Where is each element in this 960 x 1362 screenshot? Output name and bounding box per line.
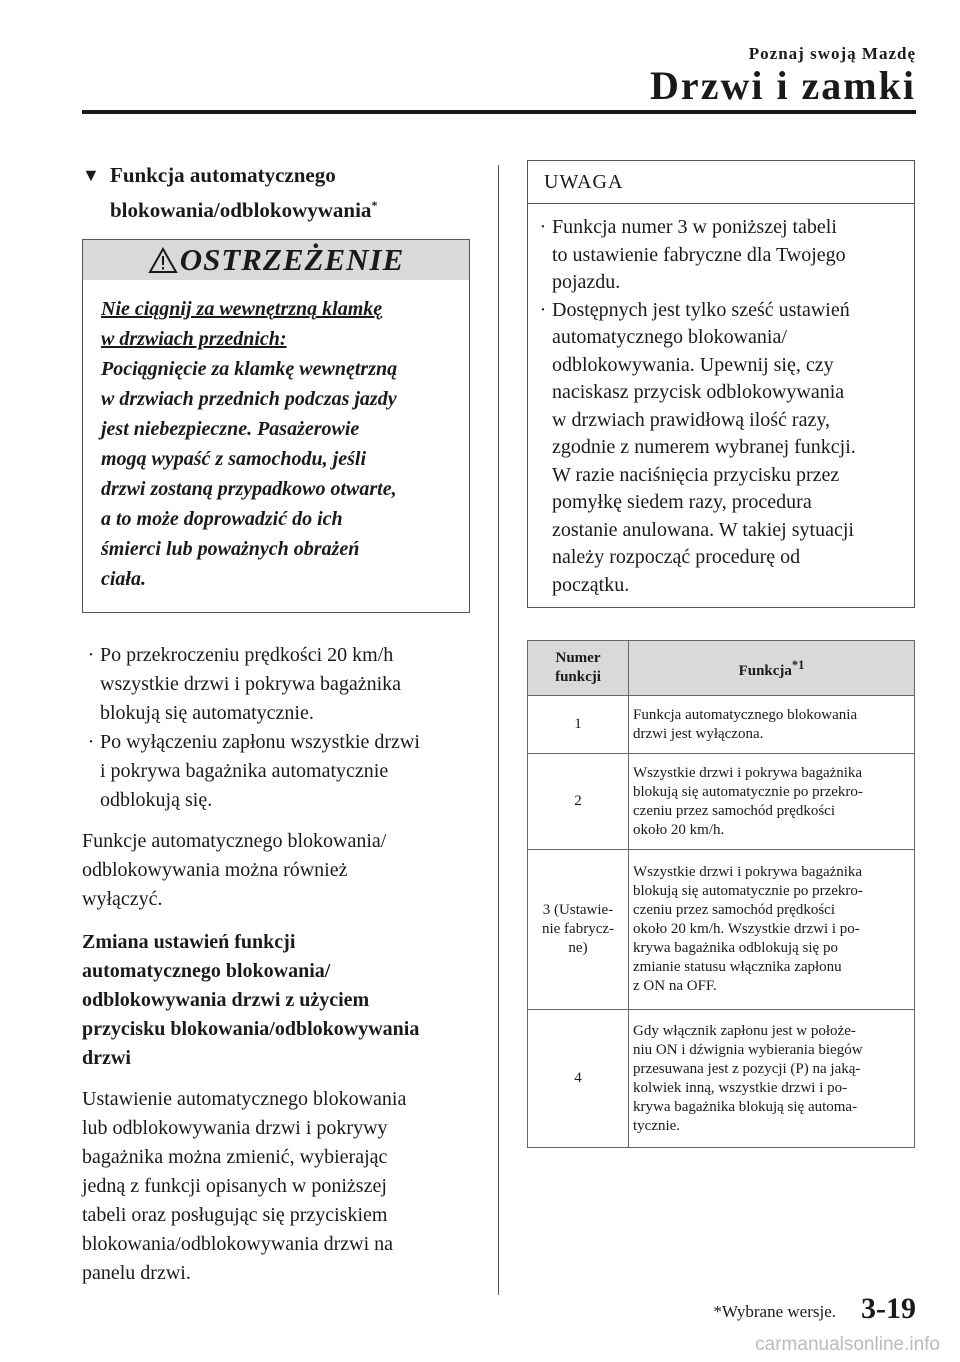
cell-line: 2 [574,793,582,809]
paragraph-instructions [82,1085,470,1288]
warning-triangle-icon [148,247,178,274]
warning-lead-line: Nie ciągnij za wewnętrzną klamkę [101,298,383,320]
cell-line: przesuwana jest z pozycji (P) na jaką- [633,1060,861,1077]
note-line: pojazdu. [552,271,621,293]
footnote: *Wybrane wersje. [713,1302,836,1321]
cell-line: około 20 km/h. Wszystkie drzwi i po- [633,921,860,937]
cell-line: Wszystkie drzwi i pokrywa bagażnika [633,864,863,880]
optional-marker: * [371,198,378,212]
note-box [527,160,915,608]
cell-line: krywa bagażnika odblokują się po [633,940,838,956]
note-line: to ustawienie fabryczne dla Twojego [552,243,846,266]
bullet-icon: · [87,731,95,753]
table-header-function [629,641,915,696]
paragraph-line: panelu drzwi. [82,1262,191,1284]
bullet-icon: · [87,644,95,666]
warning-text-line: w drzwiach przednich podczas jazdy [101,388,397,410]
paragraph-line: Funkcje automatycznego blokowania/ [82,830,387,852]
list-item-line: i pokrywa bagażnika automatycznie [100,760,389,782]
cell-line: nie fabrycz- [541,921,615,937]
function-table [527,640,915,1148]
cell-line: blokują się automatycznie po przekro- [633,883,863,899]
list-item-line: odblokują się. [100,789,213,811]
subheading-line: automatycznego blokowania/ [82,960,331,982]
paragraph-line: odblokowywania można również [82,859,348,881]
table-cell-number [528,1010,629,1148]
list-item [534,297,902,600]
watermark: carmanualsonline.info [755,1334,940,1355]
note-line: w drzwiach prawidłową ilość razy, [552,408,831,431]
paragraph-line: tabeli oraz posługując się przyciskiem [82,1204,388,1226]
header-line: funkcji [555,669,601,685]
note-line: zgodnie z numerem wybranej funkcji. [552,436,856,458]
note-line: naciskasz przycisk odblokowywania [552,381,845,403]
warning-text-line: Pociągnięcie za klamkę wewnętrzną [101,358,398,380]
triangle-marker-icon: ▼ [82,165,100,185]
table-header-number [528,641,629,696]
warning-text-line: śmierci lub poważnych obrażeń [101,538,360,560]
cell-line: drzwi jest wyłączona. [633,725,764,742]
list-item [82,641,470,728]
table-cell-function [629,754,915,850]
paragraph-line: blokowania/odblokowywania drzwi na [82,1233,394,1255]
note-line: początku. [552,573,630,596]
cell-line: czeniu przez samochód prędkości [633,802,835,819]
cell-line: Funkcja automatycznego blokowania [633,706,858,723]
chapter-label: Poznaj swoją Mazdę [748,44,916,63]
note-title: UWAGA [528,161,914,204]
table-row [528,850,915,1010]
list-item-line: Po wyłączeniu zapłonu wszystkie drzwi [100,731,420,753]
subheading-line: drzwi [82,1047,131,1069]
left-column [82,160,470,1288]
cell-line: z ON na OFF. [633,978,717,994]
warning-text-line: drzwi zostaną przypadkowo otwarte, [101,478,397,500]
warning-text-line: jest niebezpieczne. Pasażerowie [101,418,360,440]
cell-line: czeniu przez samochód prędkości [633,902,835,918]
paragraph-disable [82,827,470,914]
paragraph-line: jedną z funkcji opisanych w poniższej [82,1175,387,1197]
table-header-row [528,641,915,696]
column-divider [498,165,499,1295]
cell-line: około 20 km/h. [633,821,725,838]
note-line: odblokowywania. Upewnij się, czy [552,353,834,376]
note-line: W razie naciśnięcia przycisku przez [552,463,840,486]
warning-text-line: ciała. [101,568,146,590]
header-line: Numer [555,650,601,666]
table-cell-function [629,850,915,1010]
note-line: zostanie anulowana. W takiej sytuacji [552,518,854,541]
warning-body [83,280,469,612]
table-cell-function [629,696,915,754]
warning-text-line: a to może doprowadzić do ich [101,508,343,530]
warning-lead-line: w drzwiach przednich: [101,328,287,350]
paragraph-line: lub odblokowywania drzwi i pokrywy [82,1117,388,1139]
subheading-line: Zmiana ustawień funkcji [82,931,296,953]
subheading-line: odblokowywania drzwi z użyciem [82,989,370,1011]
cell-line: 3 (Ustawie- [542,902,614,918]
table-cell-number [528,754,629,850]
bullet-list [82,641,470,815]
subheading [82,928,470,1073]
table-cell-number [528,850,629,1010]
cell-line: ne) [568,940,588,956]
table-row [528,696,915,754]
warning-text-line: mogą wypaść z samochodu, jeśli [101,448,367,470]
page-title: Drzwi i zamki [650,63,916,108]
note-line: należy rozpocząć procedurę od [552,546,801,568]
cell-line: Wszystkie drzwi i pokrywa bagażnika [633,764,863,781]
paragraph-line: Ustawienie automatycznego blokowania [82,1088,407,1110]
bullet-icon: · [539,216,547,238]
header-rule [82,110,916,114]
section-title-line2: blokowania/odblokowywania [110,198,372,222]
list-item-line: wszystkie drzwi i pokrywa bagażnika [100,673,402,695]
section-heading [82,160,470,225]
warning-header [83,240,469,280]
list-item [82,728,470,815]
cell-line: tycznie. [633,1117,681,1134]
cell-line: niu ON i dźwignia wybierania biegów [633,1041,863,1058]
paragraph-line: bagażnika można zmienić, wybierając [82,1146,388,1168]
note-line: automatycznego blokowania/ [552,326,787,348]
bullet-icon: · [539,298,547,321]
page-number: 3-19 [861,1292,916,1325]
paragraph-line: wyłączyć. [82,888,163,910]
subheading-line: przycisku blokowania/odblokowywania [82,1018,420,1040]
table-cell-number [528,696,629,754]
note-line: Dostępnych jest tylko sześć ustawień [552,298,850,321]
cell-line: krywa bagażnika blokują się automa- [633,1098,858,1115]
cell-line: 1 [574,716,582,732]
table-row [528,754,915,850]
list-item-line: Po przekroczeniu prędkości 20 km/h [100,644,394,666]
cell-line: blokują się automatycznie po przekro- [633,783,863,800]
list-item-line: blokują się automatycznie. [100,702,314,724]
cell-line: kolwiek inną, wszystkie drzwi i po- [633,1079,848,1096]
list-item [534,214,902,297]
table-row [528,1010,915,1148]
warning-title: OSTRZEŻENIE [179,242,405,277]
cell-line: zmianie statusu włącznika zapłonu [633,959,842,975]
table-cell-function [629,1010,915,1148]
right-column [527,160,915,1148]
warning-box [82,239,470,613]
note-body [528,204,914,607]
footnote-marker: *1 [791,657,805,672]
note-line: Funkcja numer 3 w poniższej tabeli [552,216,837,238]
cell-line: Gdy włącznik zapłonu jest w położe- [633,1022,856,1039]
note-line: pomyłkę siedem razy, procedura [552,491,812,513]
cell-line: 4 [574,1070,582,1086]
section-title-line1: Funkcja automatycznego [110,163,336,187]
header-line: Funkcja [738,662,792,679]
